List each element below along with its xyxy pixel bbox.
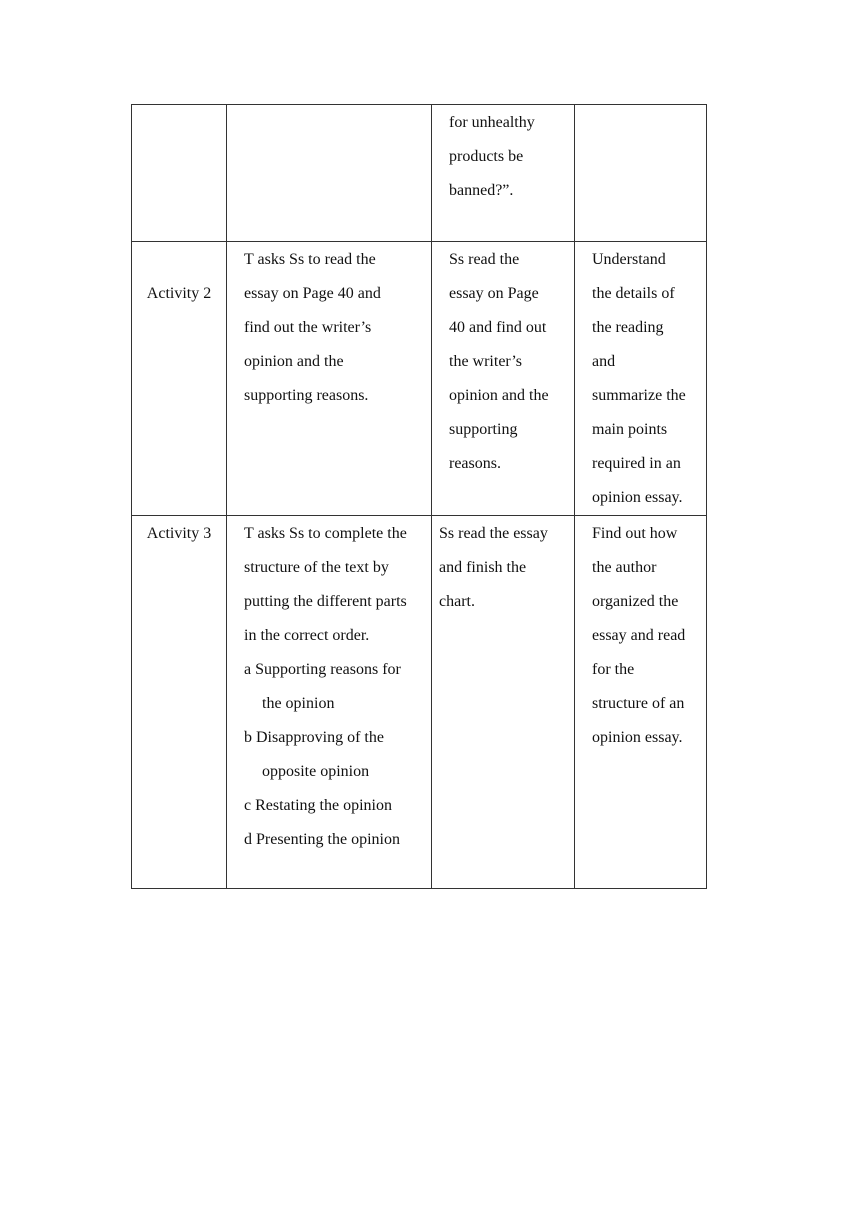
purpose-cell bbox=[575, 516, 707, 889]
cell-line: chart. bbox=[439, 593, 475, 610]
student-activity-cell bbox=[432, 105, 575, 242]
activity-cell bbox=[132, 516, 227, 889]
cell-line: T asks Ss to read the bbox=[244, 251, 376, 268]
teacher-activity-cell bbox=[227, 516, 432, 889]
cell-line: in the correct order. bbox=[244, 627, 370, 644]
student-activity-cell bbox=[432, 516, 575, 889]
teacher-activity-cell bbox=[227, 242, 432, 516]
purpose-cell bbox=[575, 105, 707, 242]
cell-line: Ss read the essay bbox=[439, 525, 548, 542]
cell-line: opinion essay. bbox=[592, 489, 683, 506]
cell-line: T asks Ss to complete the bbox=[244, 525, 407, 542]
activity-cell bbox=[132, 105, 227, 242]
teacher-activity-cell bbox=[227, 105, 432, 242]
purpose-cell bbox=[575, 242, 707, 516]
cell-line: find out the writer’s bbox=[244, 319, 372, 336]
cell-line: Ss read the bbox=[449, 251, 520, 268]
table-row bbox=[132, 242, 707, 516]
cell-line: opinion essay. bbox=[592, 729, 683, 746]
option-line: b Disapproving of the bbox=[244, 729, 384, 746]
cell-line: the reading bbox=[592, 319, 664, 336]
cell-line: structure of the text by bbox=[244, 559, 389, 576]
cell-line: opinion and the bbox=[244, 353, 344, 370]
activity-cell bbox=[132, 242, 227, 516]
cell-line: and finish the bbox=[439, 559, 527, 576]
cell-line: reasons. bbox=[449, 455, 501, 472]
cell-line: products be bbox=[449, 148, 524, 165]
lesson-plan-table bbox=[131, 104, 707, 889]
option-line: a Supporting reasons for bbox=[244, 661, 401, 678]
cell-line: the details of bbox=[592, 285, 675, 302]
table-row bbox=[132, 516, 707, 889]
cell-line: for the bbox=[592, 661, 635, 678]
cell-line: essay on Page bbox=[449, 285, 539, 302]
cell-line: supporting reasons. bbox=[244, 387, 369, 404]
option-line: c Restating the opinion bbox=[244, 797, 392, 814]
cell-line: Find out how bbox=[592, 525, 678, 542]
cell-line: essay and read bbox=[592, 627, 686, 644]
cell-line: putting the different parts bbox=[244, 593, 407, 610]
table-row bbox=[132, 105, 707, 242]
cell-line: 40 and find out bbox=[449, 319, 547, 336]
cell-line: supporting bbox=[449, 421, 518, 438]
cell-line: opinion and the bbox=[449, 387, 549, 404]
cell-line: and bbox=[592, 353, 616, 370]
cell-line: required in an bbox=[592, 455, 681, 472]
activity-label: Activity 3 bbox=[146, 525, 212, 542]
student-activity-cell bbox=[432, 242, 575, 516]
cell-line: for unhealthy bbox=[449, 114, 535, 131]
cell-line: essay on Page 40 and bbox=[244, 285, 381, 302]
cell-line: the author bbox=[592, 559, 657, 576]
option-line: d Presenting the opinion bbox=[244, 831, 400, 848]
cell-line: main points bbox=[592, 421, 668, 438]
cell-line: structure of an bbox=[592, 695, 685, 712]
cell-line: summarize the bbox=[592, 387, 686, 404]
activity-label: Activity 2 bbox=[146, 285, 212, 302]
cell-line: the writer’s bbox=[449, 353, 523, 370]
cell-line: Understand bbox=[592, 251, 666, 268]
option-line: the opinion bbox=[262, 695, 335, 712]
cell-line: banned?”. bbox=[449, 182, 514, 199]
option-line: opposite opinion bbox=[262, 763, 370, 780]
cell-line: organized the bbox=[592, 593, 679, 610]
